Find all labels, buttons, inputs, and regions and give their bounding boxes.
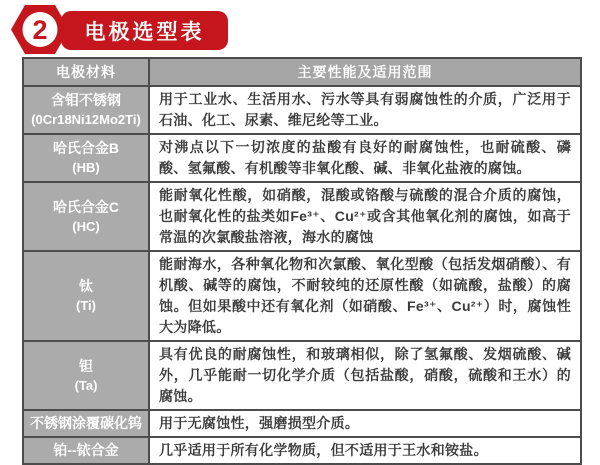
table-row — [23, 134, 581, 182]
material-grade: (Ta) — [74, 377, 98, 393]
material-cell — [23, 134, 149, 182]
material-cell — [23, 86, 149, 134]
table-row — [23, 251, 581, 341]
material-name: 哈氏合金C — [52, 198, 120, 215]
material-grade: (Ti) — [76, 298, 96, 313]
material-name: 铂--铱合金 — [53, 442, 119, 458]
material-name: 不锈钢涂覆碳化钨 — [30, 415, 142, 431]
material-cell — [23, 410, 149, 437]
description-cell: 能耐氧化性酸，如硝酸，混酸或铬酸与硫酸的混合介质的腐蚀，也耐氧化性的盐类如Fe³⁺、Cu²⁺或含其他氧化剂的腐蚀，如高于常温的次氯酸盐溶液，海水的腐蚀 — [149, 182, 581, 251]
table-row — [23, 86, 581, 134]
table-row — [23, 410, 581, 437]
material-name: 含钼不锈钢 — [51, 92, 121, 108]
description-cell: 几乎适用于所有化学物质，但不适用于王水和铵盐。 — [149, 437, 581, 464]
material-cell — [23, 182, 149, 251]
column-header-material: 电极材料 — [23, 58, 149, 86]
electrode-selection-table — [22, 57, 582, 465]
material-grade: (HC) — [72, 218, 100, 234]
material-cell — [23, 341, 149, 410]
description-cell: 对沸点以下一切浓度的盐酸有良好的耐腐蚀性，也耐硫酸、磷酸、氢氟酸、有机酸等非氧化酸、碱、非氧化盐液的腐蚀。 — [149, 134, 581, 182]
material-grade: (0Cr18Ni12Mo2Ti) — [31, 112, 141, 127]
table-row — [23, 182, 581, 251]
page-title: 电极选型表 — [61, 11, 228, 50]
material-grade: (HB) — [72, 160, 100, 175]
table-row — [23, 341, 581, 410]
badge-number: 2 — [32, 15, 48, 45]
material-name: 哈氏合金B — [52, 140, 120, 156]
description-cell: 用于无腐蚀性，强磨损型介质。 — [149, 410, 581, 437]
material-name: 钽 — [79, 357, 93, 374]
table-row — [23, 437, 581, 464]
table-header-row — [23, 58, 581, 86]
section-header — [0, 0, 600, 57]
column-header-performance: 主要性能及适用范围 — [149, 58, 581, 86]
material-cell — [23, 437, 149, 464]
description-cell: 具有优良的耐腐蚀性，和玻璃相似，除了氢氟酸、发烟硫酸、碱外，几乎能耐一切化学介质（包括盐酸，硝酸，硫酸和王水）的腐蚀。 — [149, 341, 581, 410]
description-cell: 用于工业水、生活用水、污水等具有弱腐蚀性的介质，广泛用于石油、化工、尿素、维尼纶等工业。 — [149, 86, 581, 134]
description-cell: 能耐海水，各种氧化物和次氯酸、氧化型酸（包括发烟硝酸）、有机酸、碱等的腐蚀，不耐较纯的还原性酸（如硫酸，盐酸）的腐蚀。但如果酸中还有氧化剂（如硝酸、Fe³⁺、Cu²⁺）时，腐蚀性大为降低。 — [149, 251, 581, 341]
material-cell — [23, 251, 149, 341]
material-name: 钛 — [79, 278, 93, 294]
